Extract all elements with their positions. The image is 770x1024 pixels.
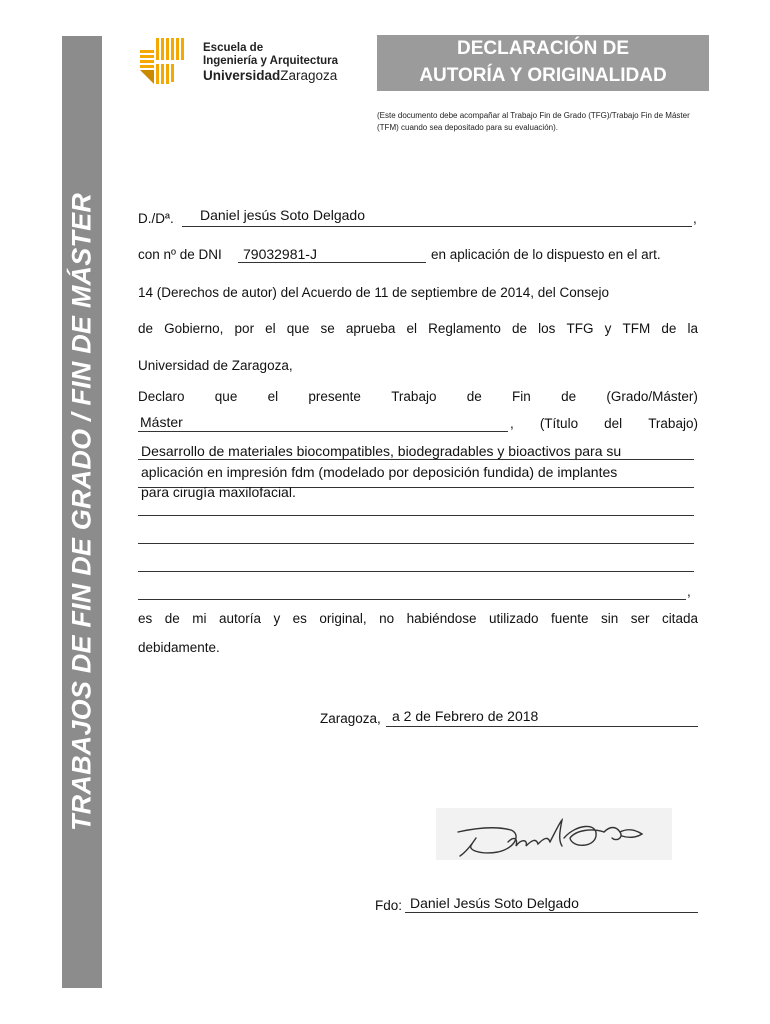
word: que	[286, 321, 310, 336]
word: de	[138, 321, 154, 336]
word: aprueba	[345, 321, 396, 336]
blank-underline	[138, 543, 694, 544]
word: TFG	[566, 321, 594, 336]
side-banner	[62, 36, 102, 988]
word: Trabajo)	[648, 416, 698, 431]
dni-underline	[238, 262, 426, 263]
word: Gobierno,	[164, 321, 224, 336]
word: de	[164, 611, 180, 626]
handwritten-signature	[436, 808, 672, 860]
university-logo-icon	[138, 36, 190, 86]
word: utilizado	[488, 611, 539, 626]
name-comma: ,	[693, 211, 697, 226]
word: habiéndose	[406, 611, 477, 626]
degree-underline	[138, 431, 508, 432]
dni-value[interactable]: 79032981-J	[243, 246, 317, 262]
title-line1: DECLARACIÓN DE	[456, 38, 630, 59]
signature-label: Fdo:	[375, 898, 403, 913]
word: fuente	[550, 611, 589, 626]
end-comma: ,	[687, 584, 691, 599]
name-label: D./Dª.	[138, 211, 174, 226]
blank-underline	[138, 599, 686, 600]
word: (Grado/Máster)	[606, 389, 698, 404]
word: de	[561, 389, 577, 404]
header-note: (Este documento debe acompañar al Trabajo Fin de Grado (TFG)/Trabajo Fin de Máster (TFM) cuando sea depositado para su evaluación).	[377, 111, 690, 132]
blank-underline	[138, 515, 694, 516]
word: la	[687, 321, 698, 336]
word: el	[265, 321, 276, 336]
titulo-words	[510, 416, 698, 431]
dni-label: con nº de DNI	[138, 247, 222, 262]
name-underline	[182, 226, 692, 227]
word: no	[379, 611, 395, 626]
word: citada	[661, 611, 698, 626]
word: autoría	[218, 611, 261, 626]
blank-underline	[138, 571, 694, 572]
title-line2: AUTORÍA Y ORIGINALIDAD	[419, 65, 667, 86]
word: del	[604, 416, 623, 431]
closing-line2: debidamente.	[138, 640, 220, 655]
name-value[interactable]: Daniel jesús Soto Delgado	[200, 207, 365, 223]
word: Reglamento	[428, 321, 501, 336]
work-title-line3[interactable]: para cirugía maxilofacial.	[141, 484, 296, 500]
logo-line3-bold: Universidad	[203, 68, 281, 83]
word: se	[320, 321, 335, 336]
word: por	[234, 321, 255, 336]
word: Fin	[512, 389, 531, 404]
word: y	[273, 611, 281, 626]
word: que	[214, 389, 238, 404]
closing-line	[138, 611, 698, 626]
word: y	[604, 321, 612, 336]
word: mi	[192, 611, 207, 626]
document-title-box	[377, 35, 709, 91]
degree-value[interactable]: Máster	[140, 414, 183, 430]
word: presente	[308, 389, 361, 404]
signature-name[interactable]: Daniel Jesús Soto Delgado	[410, 895, 579, 911]
declaro-line	[138, 389, 698, 404]
word: es	[292, 611, 307, 626]
word: es	[138, 611, 153, 626]
side-banner-text: TRABAJOS DE FIN DE GRADO / FIN DE MÁSTER	[66, 192, 97, 832]
word: de	[512, 321, 528, 336]
date-underline	[386, 726, 698, 727]
work-title-line2[interactable]: aplicación en impresión fdm (modelado por deposición fundida) de implantes	[141, 464, 618, 480]
word: de	[466, 389, 482, 404]
paragraph-justified-line	[138, 321, 698, 336]
work-title-underline	[138, 459, 694, 460]
place-label: Zaragoza,	[320, 711, 381, 726]
logo-line3-rest: Zaragoza	[280, 68, 338, 83]
word: los	[538, 321, 556, 336]
signature-underline	[405, 912, 698, 913]
word: Declaro	[138, 389, 185, 404]
logo-line3	[203, 68, 338, 84]
word: sin	[600, 611, 619, 626]
word: Trabajo	[391, 389, 437, 404]
paragraph-line: 14 (Derechos de autor) del Acuerdo de 11 de septiembre de 2014, del Consejo	[138, 285, 610, 300]
word: el	[267, 389, 279, 404]
word: original,	[319, 611, 367, 626]
dni-after-text: en aplicación de lo dispuesto en el art.	[431, 247, 661, 262]
word: (Título	[539, 416, 579, 431]
word: el	[406, 321, 417, 336]
word: de	[661, 321, 677, 336]
logo-line1: Escuela de	[203, 42, 264, 54]
logo-line2: Ingeniería y Arquitectura	[203, 55, 339, 67]
word: ser	[630, 611, 650, 626]
word: ,	[510, 416, 514, 431]
word: TFM	[622, 321, 651, 336]
logo-text	[203, 42, 338, 84]
date-value[interactable]: a 2 de Febrero de 2018	[392, 708, 539, 724]
paragraph-line: Universidad de Zaragoza,	[138, 358, 293, 373]
work-title-line1[interactable]: Desarrollo de materiales biocompatibles, biodegradables y bioactivos para su	[141, 443, 622, 459]
